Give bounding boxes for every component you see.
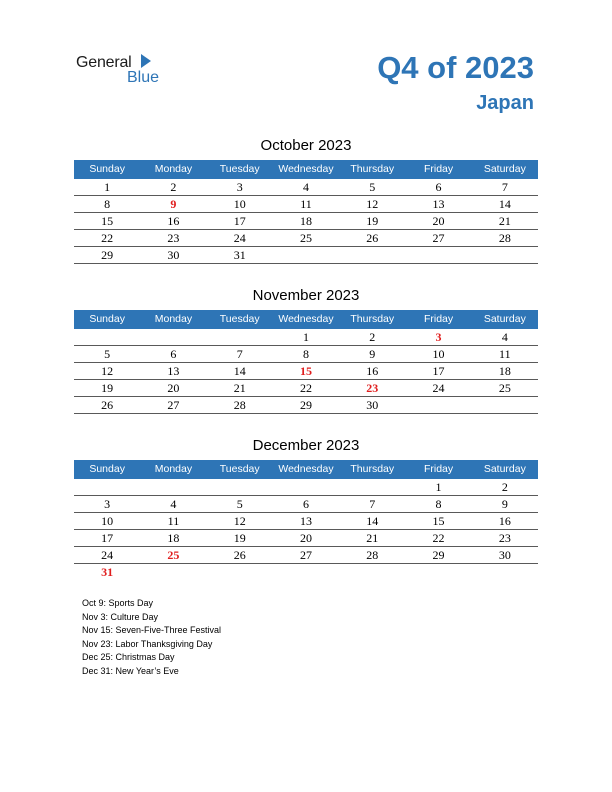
empty-day-cell: [273, 479, 339, 495]
day-cell: 18: [167, 531, 180, 545]
weekday-header: Thursday: [350, 163, 395, 175]
month-november: [74, 286, 538, 414]
weekday-header: Monday: [154, 463, 193, 475]
weekday-header: Tuesday: [219, 463, 260, 475]
day-cell: 23: [167, 231, 180, 245]
day-cell: 5: [236, 497, 243, 511]
day-cell: 29: [101, 248, 114, 262]
day-cell: 19: [101, 381, 114, 395]
day-cell: 28: [233, 398, 246, 412]
day-cell: 26: [233, 548, 246, 562]
empty-day-cell: [273, 564, 339, 581]
day-cell: 18: [498, 364, 511, 378]
day-cell: 17: [233, 214, 246, 228]
day-cell: 10: [432, 347, 445, 361]
empty-day-cell: [140, 564, 206, 581]
day-cell: 13: [432, 197, 445, 211]
day-cell: 22: [299, 381, 312, 395]
day-cell: 27: [432, 231, 445, 245]
day-cell: 16: [498, 514, 511, 528]
week-row: [74, 230, 538, 247]
day-cell: 28: [498, 231, 511, 245]
day-cell: 20: [167, 381, 180, 395]
day-cell: 12: [101, 364, 114, 378]
day-cell: 12: [233, 514, 246, 528]
day-cell: 21: [233, 381, 246, 395]
day-cell: 9: [369, 347, 376, 361]
day-cell: 6: [170, 347, 177, 361]
generalblue-logo: [76, 54, 176, 90]
empty-day-cell: [472, 247, 538, 263]
empty-day-cell: [405, 397, 471, 413]
week-row: [74, 247, 538, 264]
week-row: [74, 329, 538, 346]
weekday-header: Friday: [423, 313, 454, 325]
empty-day-cell: [405, 564, 471, 581]
day-cell: 16: [167, 214, 180, 228]
weekday-header: Sunday: [89, 163, 125, 175]
day-cell: 22: [101, 231, 114, 245]
month-october: [74, 136, 538, 264]
day-cell: 13: [167, 364, 180, 378]
day-cell: 8: [435, 497, 442, 511]
week-row: [74, 179, 538, 196]
day-cell: 1: [104, 180, 111, 194]
day-cell: 16: [366, 364, 379, 378]
day-cell: 21: [498, 214, 511, 228]
day-cell: 1: [435, 480, 442, 494]
day-cell: 29: [299, 398, 312, 412]
day-cell: 29: [432, 548, 445, 562]
day-cell: 7: [236, 347, 243, 361]
day-cell: 21: [366, 531, 379, 545]
day-cell: 2: [170, 180, 177, 194]
weekday-header: Sunday: [89, 463, 125, 475]
day-cell: 11: [167, 514, 180, 528]
weekday-header: Wednesday: [278, 163, 334, 175]
day-cell: 18: [299, 214, 312, 228]
empty-day-cell: [273, 247, 339, 263]
empty-day-cell: [405, 247, 471, 263]
holiday-entry: Dec 31: New Year’s Eve: [82, 665, 179, 676]
holiday-entry: Nov 23: Labor Thanksgiving Day: [82, 638, 213, 649]
day-cell: 14: [233, 364, 246, 378]
day-cell: 2: [501, 480, 508, 494]
weekday-header: Friday: [423, 163, 454, 175]
week-row: [74, 564, 538, 581]
weekday-header: Friday: [423, 463, 454, 475]
holiday-entry: Oct 9: Sports Day: [82, 598, 154, 608]
day-cell: 4: [170, 497, 177, 511]
day-cell: 24: [432, 381, 445, 395]
weekday-header: Saturday: [483, 463, 526, 475]
day-cell: 27: [299, 548, 312, 562]
day-cell: 12: [366, 197, 379, 211]
day-cell: 26: [101, 398, 114, 412]
weekday-header: Thursday: [350, 463, 395, 475]
day-cell: 6: [435, 180, 442, 194]
logo-triangle-icon: [141, 54, 151, 68]
week-row: [74, 346, 538, 363]
day-cell: 1: [302, 330, 309, 344]
day-cell: 25: [299, 231, 312, 245]
day-cell: 9: [170, 197, 177, 211]
week-row: [74, 380, 538, 397]
day-cell: 23: [366, 381, 379, 395]
week-row: [74, 479, 538, 496]
empty-day-cell: [339, 479, 405, 495]
weekday-header: Tuesday: [219, 313, 260, 325]
empty-day-cell: [472, 564, 538, 581]
month-title: October 2023: [260, 137, 352, 154]
day-cell: 17: [432, 364, 445, 378]
day-cell: 31: [101, 565, 114, 579]
logo-text-general: General: [76, 54, 132, 71]
day-cell: 15: [101, 214, 114, 228]
month-title: November 2023: [252, 287, 360, 304]
day-cell: 10: [101, 514, 114, 528]
day-cell: 30: [366, 398, 379, 412]
day-cell: 2: [369, 330, 376, 344]
day-cell: 24: [233, 231, 246, 245]
day-cell: 7: [501, 180, 508, 194]
empty-day-cell: [339, 247, 405, 263]
quarter-title: Q4 of 2023: [377, 50, 534, 85]
day-cell: 31: [233, 248, 246, 262]
logo-text-blue: Blue: [127, 69, 160, 86]
day-cell: 5: [369, 180, 376, 194]
weekday-header: Saturday: [483, 163, 526, 175]
day-cell: 24: [101, 548, 114, 562]
holiday-entry: Nov 15: Seven-Five-Three Festival: [82, 625, 222, 635]
day-cell: 4: [501, 330, 508, 344]
weekday-header: Monday: [154, 313, 193, 325]
empty-day-cell: [140, 479, 206, 495]
day-cell: 17: [101, 531, 114, 545]
empty-day-cell: [472, 397, 538, 413]
day-cell: 23: [498, 531, 511, 545]
weekday-header-row: [74, 160, 538, 179]
weekday-header: Monday: [154, 163, 193, 175]
day-cell: 30: [498, 548, 511, 562]
day-cell: 20: [432, 214, 445, 228]
day-cell: 3: [435, 330, 442, 344]
week-row: [74, 363, 538, 380]
weekday-header: Wednesday: [278, 313, 334, 325]
week-row: [74, 213, 538, 230]
weekday-header: Tuesday: [219, 163, 260, 175]
weekday-header: Thursday: [350, 313, 395, 325]
week-row: [74, 496, 538, 513]
empty-day-cell: [207, 479, 273, 495]
week-row: [74, 397, 538, 414]
day-cell: 30: [167, 248, 180, 262]
week-row: [74, 196, 538, 213]
empty-day-cell: [74, 479, 140, 495]
day-cell: 27: [167, 398, 180, 412]
empty-day-cell: [207, 329, 273, 345]
holiday-entry: Nov 3: Culture Day: [82, 611, 159, 622]
day-cell: 25: [167, 548, 180, 562]
day-cell: 9: [501, 497, 508, 511]
day-cell: 28: [366, 548, 379, 562]
day-cell: 15: [432, 514, 445, 528]
day-cell: 19: [366, 214, 379, 228]
empty-day-cell: [339, 564, 405, 581]
holiday-entry: Dec 25: Christmas Day: [82, 652, 175, 662]
day-cell: 10: [233, 197, 246, 211]
day-cell: 3: [236, 180, 243, 194]
day-cell: 14: [498, 197, 511, 211]
day-cell: 8: [104, 197, 111, 211]
day-cell: 15: [299, 364, 312, 378]
week-row: [74, 513, 538, 530]
day-cell: 26: [366, 231, 379, 245]
weekday-header-row: [74, 310, 538, 329]
week-row: [74, 530, 538, 547]
weekday-header: Sunday: [89, 313, 125, 325]
day-cell: 6: [302, 497, 309, 511]
day-cell: 22: [432, 531, 445, 545]
day-cell: 19: [233, 531, 246, 545]
day-cell: 11: [300, 197, 312, 211]
day-cell: 8: [302, 347, 309, 361]
empty-day-cell: [207, 564, 273, 581]
day-cell: 20: [299, 531, 312, 545]
weekday-header-row: [74, 460, 538, 479]
day-cell: 13: [299, 514, 312, 528]
weekday-header: Wednesday: [278, 463, 334, 475]
month-title: December 2023: [252, 437, 360, 454]
day-cell: 3: [104, 497, 111, 511]
empty-day-cell: [140, 329, 206, 345]
day-cell: 14: [366, 514, 379, 528]
day-cell: 5: [104, 347, 111, 361]
week-row: [74, 547, 538, 564]
holiday-list: [82, 597, 221, 678]
day-cell: 4: [302, 180, 309, 194]
month-december: [74, 436, 538, 581]
day-cell: 25: [498, 381, 511, 395]
day-cell: 11: [499, 347, 511, 361]
country-name: Japan: [476, 92, 534, 114]
weekday-header: Saturday: [483, 313, 526, 325]
empty-day-cell: [74, 329, 140, 345]
day-cell: 7: [369, 497, 376, 511]
